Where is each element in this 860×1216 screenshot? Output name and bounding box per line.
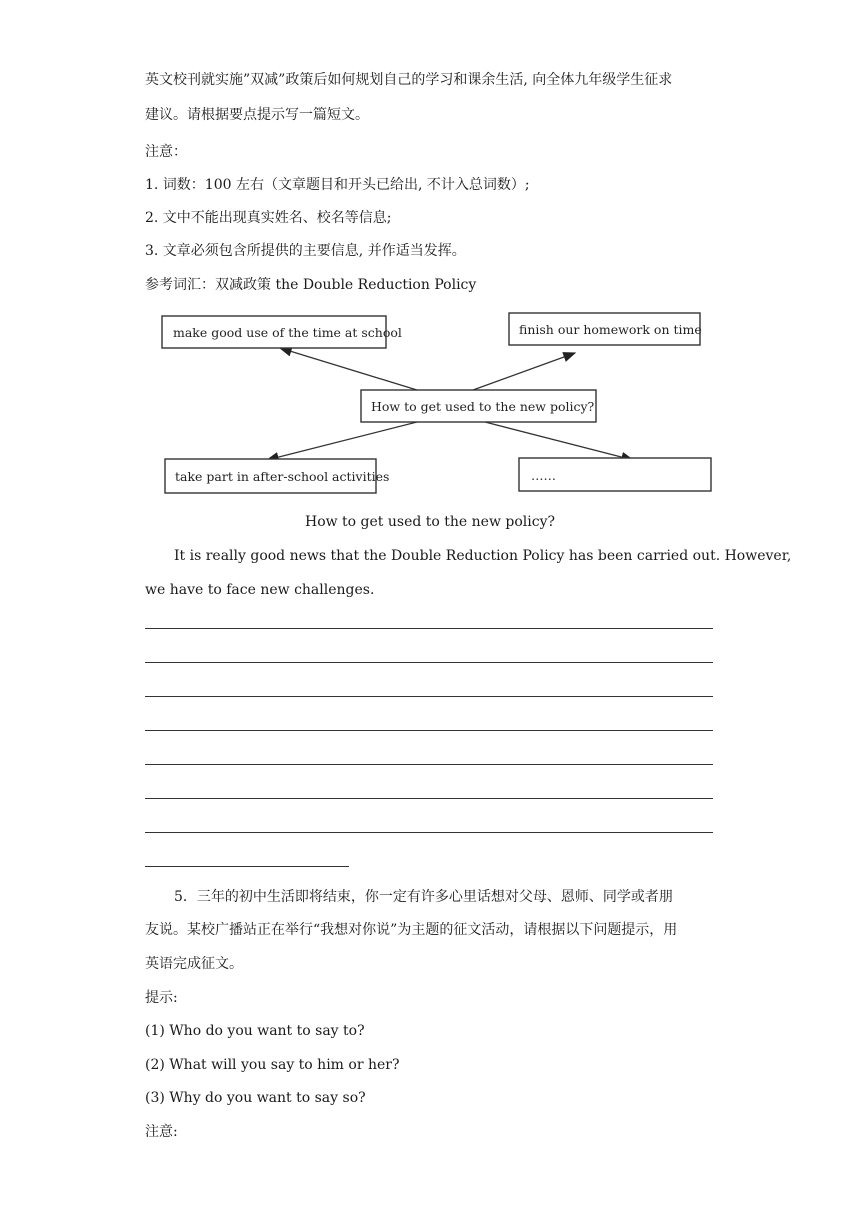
note-item-1: 1. 词数：100 左右（文章题目和开头已给出, 不计入总词数）;	[145, 177, 530, 193]
q5-line-3: 英语完成征文。	[145, 956, 243, 972]
writing-line-7	[145, 832, 713, 833]
hint-heading: 提示:	[145, 990, 178, 1006]
box-bottom-left	[165, 459, 389, 493]
note-item-3: 3. 文章必须包含所提供的主要信息, 并作适当发挥。	[145, 243, 466, 259]
box-center-label: How to get used to the new policy?	[371, 399, 595, 414]
arrow-top-right	[473, 353, 575, 390]
box-bottom-left-label: take part in after-school activities	[175, 469, 390, 484]
box-top-right	[509, 313, 702, 345]
mind-map-diagram	[155, 308, 715, 500]
box-top-left-label: make good use of the time at school	[173, 325, 402, 340]
writing-line-5	[145, 764, 713, 765]
intro-line-2: 建议。请根据要点提示写一篇短文。	[145, 107, 369, 123]
arrow-bottom-left	[267, 422, 417, 460]
box-bottom-right	[519, 458, 711, 491]
box-center	[361, 390, 596, 422]
essay-opening-line-1: It is really good news that the Double Reduction Policy has been carried out. However,	[174, 548, 792, 564]
writing-line-2	[145, 662, 713, 663]
arrow-top-left	[280, 348, 417, 390]
hint-1: (1) Who do you want to say to?	[145, 1023, 365, 1039]
hint-3: (3) Why do you want to say so?	[145, 1090, 366, 1106]
vocab-line: 参考词汇：双减政策 the Double Reduction Policy	[145, 277, 477, 293]
box-bottom-right-label: ……	[531, 468, 556, 483]
q5-line-1: 5．三年的初中生活即将结束，你一定有许多心里话想对父母、恩师、同学或者朋	[174, 889, 673, 905]
hint-2: (2) What will you say to him or her?	[145, 1057, 400, 1073]
q5-line-2: 友说。某校广播站正在举行“我想对你说”为主题的征文活动，请根据以下问题提示，用	[145, 922, 678, 938]
writing-line-8	[145, 866, 349, 867]
intro-line-1: 英文校刊就实施”双减”政策后如何规划自己的学习和课余生活, 向全体九年级学生征求	[145, 72, 673, 88]
writing-line-6	[145, 798, 713, 799]
box-top-right-label: finish our homework on time	[519, 322, 702, 337]
writing-line-3	[145, 696, 713, 697]
arrow-bottom-right	[485, 422, 633, 460]
essay-title: How to get used to the new policy?	[304, 514, 556, 530]
q5-note-heading: 注意:	[145, 1124, 178, 1140]
writing-line-1	[145, 628, 713, 629]
note-item-2: 2. 文中不能出现真实姓名、校名等信息;	[145, 210, 392, 226]
notes-heading: 注意：	[145, 144, 187, 160]
essay-opening-line-2: we have to face new challenges.	[145, 582, 375, 598]
writing-line-4	[145, 730, 713, 731]
box-top-left	[162, 316, 402, 348]
